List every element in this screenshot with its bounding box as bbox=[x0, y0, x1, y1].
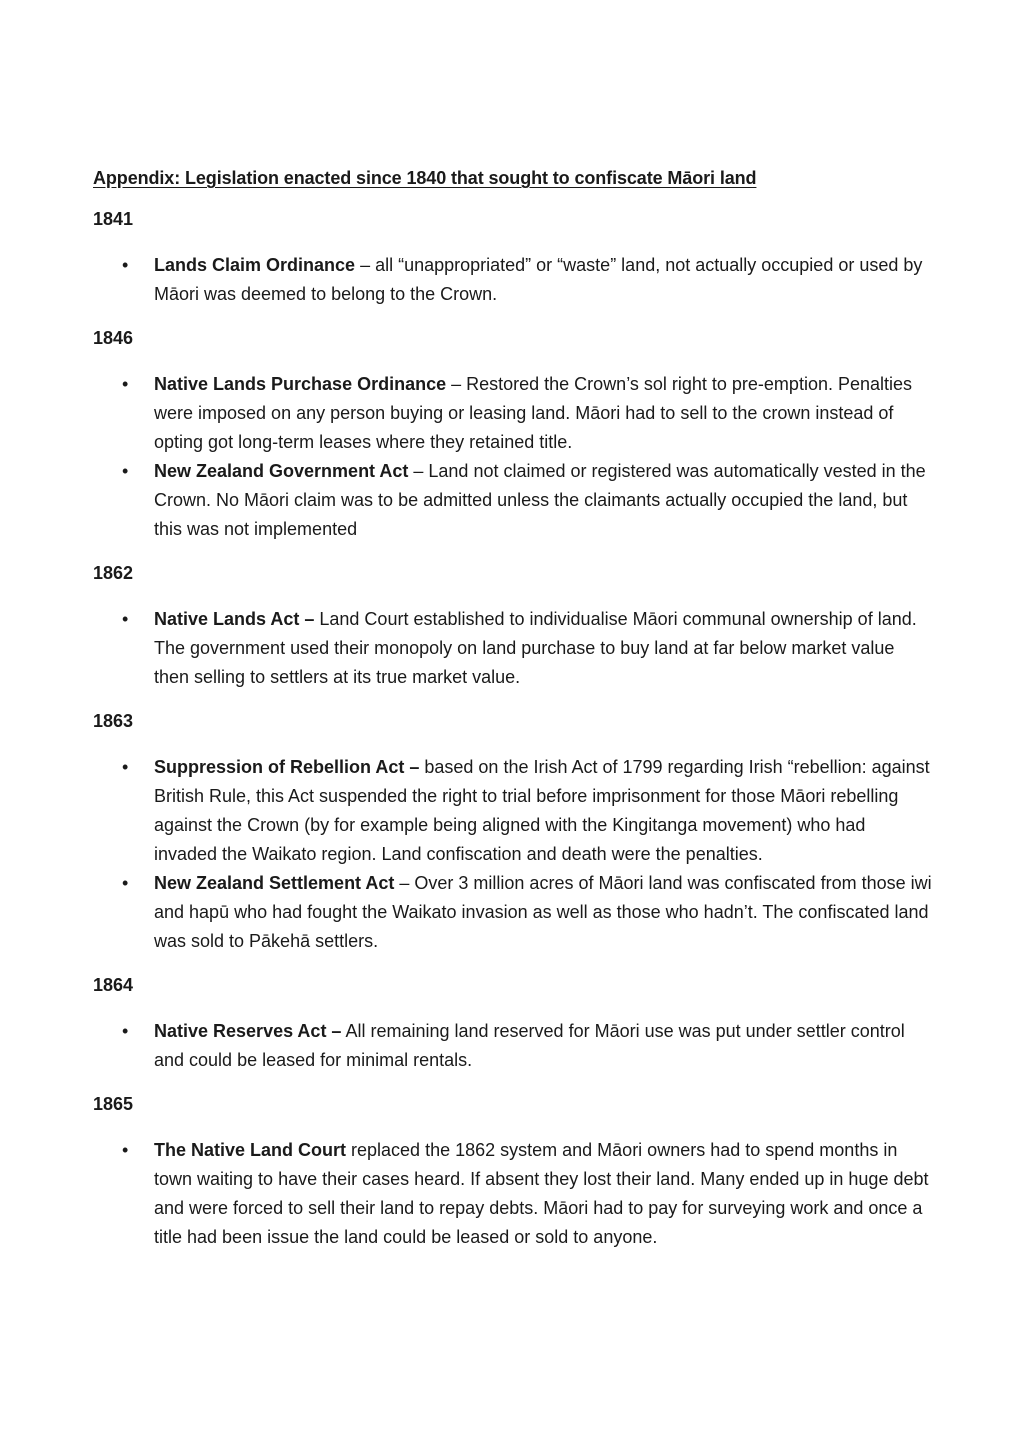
year-heading: 1846 bbox=[93, 328, 134, 348]
year-heading: 1863 bbox=[93, 711, 134, 731]
legislation-name: Native Lands Purchase Ordinance bbox=[154, 374, 447, 394]
year-section-1864 bbox=[93, 973, 933, 1075]
bullet-icon: • bbox=[122, 374, 129, 394]
legislation-list bbox=[93, 370, 933, 544]
bullet-icon: • bbox=[122, 461, 129, 481]
year-heading: 1862 bbox=[93, 563, 134, 583]
appendix-title: Appendix: Legislation enacted since 1840 that sought to confiscate Māori land bbox=[93, 168, 757, 188]
legislation-name: New Zealand Government Act bbox=[154, 461, 409, 481]
bullet-icon: • bbox=[122, 873, 129, 893]
legislation-name: Native Lands Act – bbox=[154, 609, 315, 629]
legislation-description: – Land not claimed or registered was automatically vested in the Crown. No Māori claim was to be admitted unless the claimants actually occupied the land, but this was not implemented bbox=[154, 461, 926, 539]
year-heading: 1841 bbox=[93, 209, 134, 229]
legislation-name: Native Reserves Act – bbox=[154, 1021, 342, 1041]
year-section-1841 bbox=[93, 207, 933, 309]
year-section-1862 bbox=[93, 561, 933, 692]
list-item bbox=[93, 370, 933, 457]
year-section-1863 bbox=[93, 709, 933, 956]
legislation-list bbox=[93, 251, 933, 309]
legislation-name: Lands Claim Ordinance bbox=[154, 255, 356, 275]
legislation-description: – Restored the Crown’s sol right to pre-emption. Penalties were imposed on any person buying or leasing land. Māori had to sell to the crown instead of opting got long-term leases where they retained title. bbox=[154, 374, 913, 452]
legislation-description: – Over 3 million acres of Māori land was confiscated from those iwi and hapū who had fought the Waikato invasion as well as those who hadn’t. The confiscated land was sold to Pākehā settlers. bbox=[154, 873, 932, 951]
legislation-description: Land Court established to individualise Māori communal ownership of land. The government used their monopoly on land purchase to buy land at far below market value then selling to settlers at its true market value. bbox=[154, 609, 917, 687]
bullet-icon: • bbox=[122, 1140, 129, 1160]
legislation-name: The Native Land Court bbox=[154, 1140, 347, 1160]
bullet-icon: • bbox=[122, 255, 129, 275]
legislation-description: All remaining land reserved for Māori use was put under settler control and could be leased for minimal rentals. bbox=[154, 1021, 905, 1070]
list-item bbox=[93, 1136, 933, 1252]
list-item bbox=[93, 251, 933, 309]
bullet-icon: • bbox=[122, 1021, 129, 1041]
legislation-description: – all “unappropriated” or “waste” land, not actually occupied or used by Māori was deemed to belong to the Crown. bbox=[154, 255, 923, 304]
legislation-list bbox=[93, 1017, 933, 1075]
list-item bbox=[93, 605, 933, 692]
list-item bbox=[93, 753, 933, 869]
bullet-icon: • bbox=[122, 757, 129, 777]
legislation-list bbox=[93, 605, 933, 692]
year-section-1846 bbox=[93, 326, 933, 544]
legislation-description: based on the Irish Act of 1799 regarding Irish “rebellion: against British Rule, this Act suspended the right to trial before imprisonment for those Māori rebelling against the Crown (by for example being aligned with the Kingitanga movement) who had invaded the Waikato region. Land confiscation and death were the penalties. bbox=[154, 757, 930, 864]
list-item bbox=[93, 1017, 933, 1075]
document-page bbox=[93, 166, 933, 1269]
legislation-list bbox=[93, 1136, 933, 1252]
year-heading: 1864 bbox=[93, 975, 134, 995]
year-heading: 1865 bbox=[93, 1094, 134, 1114]
legislation-name: Suppression of Rebellion Act – bbox=[154, 757, 420, 777]
legislation-list bbox=[93, 753, 933, 956]
list-item bbox=[93, 457, 933, 544]
bullet-icon: • bbox=[122, 609, 129, 629]
legislation-description: replaced the 1862 system and Māori owners had to spend months in town waiting to have their cases heard. If absent they lost their land. Many ended up in huge debt and were forced to sell their land to repay debts. Māori had to pay for surveying work and once a title had been issue the land could be leased or sold to anyone. bbox=[154, 1140, 929, 1247]
year-section-1865 bbox=[93, 1092, 933, 1252]
legislation-name: New Zealand Settlement Act bbox=[154, 873, 395, 893]
list-item bbox=[93, 869, 933, 956]
